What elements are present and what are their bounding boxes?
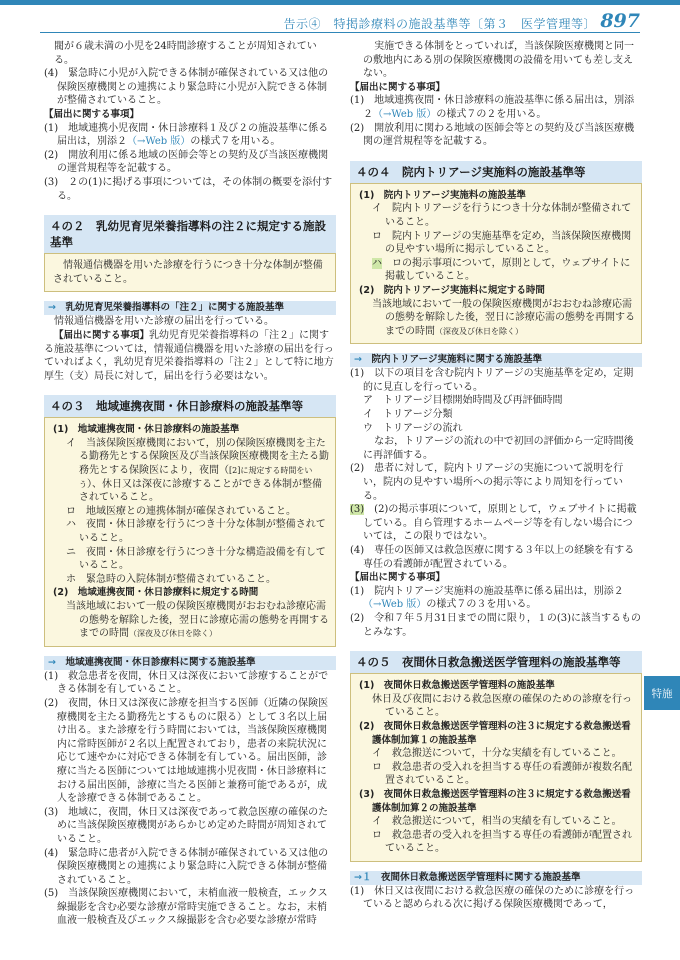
list-item: (2) 患者に対して，院内トリアージの実施について説明を行い，院内の見やすい場所への掲示等により周知を行っている。 xyxy=(350,463,624,502)
web-link[interactable]: （→Web 版） xyxy=(373,108,437,120)
list-item: (4) 緊急時に小児が入院できる体制が確保されている又は他の保険医療機関との連携により緊急時に小児が入院できる体制が整備されていること。 xyxy=(44,68,329,107)
list-item: (2) 開放利用に係る地域の医師会等との契約及び当該医療機関の運営規程等を記載する。 xyxy=(44,149,329,175)
subheading: 【届出に関する事項】 xyxy=(350,81,446,93)
right-column xyxy=(350,40,642,912)
standard-box xyxy=(350,673,642,862)
list-item: (1) 地域連携夜間・休日診療料の施設基準に係る届出は，別添２（→Web 版）の様式７の２を用いる。 xyxy=(350,95,635,120)
box-item-heading: (1) 地域連携夜間・休日診療料の施設基準 xyxy=(53,424,240,436)
box-subitem: ロ 院内トリアージの実施基準を定め，当該保険医療機関の見やすい場所に掲示していること。 xyxy=(372,230,632,256)
arrow-icon: → xyxy=(354,354,372,366)
arrow-icon: → xyxy=(48,656,66,668)
box-subitem: 当該地域において一般の保険医療機関がおおむね診療応需の態勢を解除した後，翌日に診療応需の態勢を再開するまでの時間（深夜及び休日を除く） xyxy=(372,298,635,337)
list-item: (4) 専任の医師又は救急医療に関する３年以上の経験を有する専任の看護師が配置されている。 xyxy=(350,545,635,570)
paragraph: 閥が６歳未満の小児を24時間診療することが周知されてい xyxy=(54,41,317,52)
list-item: (2) 令和７年５月31日までの間に限り，１の(3)に該当するものとみなす。 xyxy=(350,612,642,638)
box-item-heading: (1) 夜間休日救急搬送医学管理料の施設基準 xyxy=(359,680,555,692)
notice-heading: →１ 夜間休日救急搬送医学管理料に関する施設基準 xyxy=(350,871,642,885)
box-subitem: ロ 地域医療との連携体制が確保されていること。 xyxy=(66,505,296,517)
section-heading-4-2: ４の２ 乳幼児育児栄養指導料の注２に規定する施設基準 xyxy=(44,215,336,253)
box-subitem: ハ ロの掲示事項について，原則として，ウェブサイトに掲載していること。 xyxy=(372,257,631,283)
list-item: (3) ２の(1)に掲げる事項については，その体制の概要を添付する。 xyxy=(44,176,333,202)
running-title: 告示④ 特掲診療料の施設基準等〔第３ 医学管理等〕 xyxy=(283,17,596,31)
box-subitem: ホ 緊急時の入院体制が整備されていること。 xyxy=(66,573,276,585)
paragraph: 情報通信機器を用いた診療の届出を行っている。 xyxy=(54,316,274,328)
list-subitem: ウ トリアージの流れ xyxy=(363,422,463,434)
box-subitem: ハ 夜間・休日診療を行うにつき十分な体制が整備されていること。 xyxy=(66,519,326,545)
list-item: (5) 当該保険医療機関において，末梢血液一般検査，エックス線撮影を含む必要な診療が常時実施できること。なお，末梢血液一般検査及びエックス線撮影を含む必要な診療が常時 xyxy=(44,888,328,927)
section-heading-4-3: ４の３ 地域連携夜間・休日診療料の施設基準等 xyxy=(44,395,336,417)
paragraph: 【届出に関する事項】乳幼児育児栄養指導料の「注２」に関する施設基準については，情報通信機器を用いた診療の届出を行っていればよく，乳幼児育児栄養指導料の「注２」として特に地方厚生（支）局長に対して，届出を行う必要はない。 xyxy=(44,329,334,382)
notice-heading: → 地域連携夜間・休日診療料に関する施設基準 xyxy=(44,656,336,670)
list-item: (2) 開放利用に関わる地域の医師会等との契約及び当該医療機関の運営規程等を記載する。 xyxy=(350,122,635,148)
paragraph: 実施できる体制をとっていれば，当該保険医療機関と同一の敷地内にある別の保険医療機関の設備を用いても差し支えない。 xyxy=(363,41,634,80)
arrow-icon: → xyxy=(48,302,66,314)
list-item: なお，トリアージの流れの中で初回の評価から一定時間後に再評価する。 xyxy=(363,436,634,461)
notice-heading: → 院内トリアージ実施料に関する施設基準 xyxy=(350,353,642,367)
standard-box xyxy=(350,183,642,345)
box-subitem: イ 当該保険医療機関において，別の保険医療機関を主たる勤務先とする保険医及び当該保険医療機関を主たる勤務先とする保険医により，夜間（[2]に規定する時間をいう）、休日又は深夜に診療することができる体制が整備されていること。 xyxy=(66,437,329,504)
box-item-heading: (3) 夜間休日救急搬送医学管理料の注３に規定する救急搬送看護体制加算２の施設基準 xyxy=(359,788,631,814)
standard-box xyxy=(44,417,336,647)
notice-heading: → 乳幼児育児栄養指導料の「注２」に関する施設基準 xyxy=(44,301,336,315)
page-header xyxy=(0,0,680,34)
list-subitem: ア トリアージ目標開始時間及び再評価時間 xyxy=(363,395,563,407)
box-subitem: 休日及び夜間における救急医療の確保のための診療を行っていること。 xyxy=(372,693,632,719)
box-item-heading: (1) 院内トリアージ実施料の施設基準 xyxy=(359,189,526,201)
list-item: (3) (2)の掲示事項について，原則として，ウェブサイトに掲載している。自ら管理するホームページ等を有しない場合については，この限りではない。 xyxy=(350,504,637,543)
list-item: (1) 休日又は夜間における救急医療の確保のために診療を行っていると認められる次に掲げる保険医療機関であって， xyxy=(350,885,635,911)
subheading: 【届出に関する事項】 xyxy=(350,572,446,584)
page-number: 897 xyxy=(600,10,640,32)
box-subitem: ニ 夜間・休日診療を行うにつき十分な構造設備を有していること。 xyxy=(66,546,326,572)
side-index-tab[interactable]: 特施 xyxy=(644,676,680,710)
section-heading-4-4: ４の４ 院内トリアージ実施料の施設基準等 xyxy=(350,161,642,183)
web-link[interactable]: （→Web 版） xyxy=(127,136,191,148)
section-heading-4-5: ４の５ 夜間休日救急搬送医学管理料の施設基準等 xyxy=(350,651,642,673)
web-link[interactable]: （→Web 版） xyxy=(363,599,427,611)
box-subitem: イ 救急搬送について，相当の実績を有していること。 xyxy=(372,816,622,828)
paragraph: る。 xyxy=(54,54,74,66)
left-column xyxy=(44,40,336,928)
list-item: (1) 地域連携小児夜間・休日診療料１及び２の施設基準に係る届出は，別添２（→Web 版）の様式７を用いる。 xyxy=(44,122,329,148)
box-item-heading: (2) 地域連携夜間・休日診療料に規定する時間 xyxy=(53,587,259,599)
revision-mark: (3) xyxy=(350,504,365,516)
list-item: (4) 緊急時に患者が入院できる体制が確保されている又は他の保険医療機関との連携により緊急時に入院できる体制が整備されていること。 xyxy=(44,847,329,886)
box-item-heading: (2) 院内トリアージ実施料に規定する時間 xyxy=(359,284,545,296)
box-subitem: ロ 救急患者の受入れを担当する専任の看護師が配置されていること。 xyxy=(372,829,632,855)
standard-box xyxy=(44,253,336,292)
box-subitem: イ 院内トリアージを行うにつき十分な体制が整備されていること。 xyxy=(372,203,632,228)
box-subitem: 当該地域において一般の保険医療機関がおおむね診療応需の態勢を解除した後，翌日に診療応需の態勢を再開するまでの時間（深夜及び休日を除く） xyxy=(66,601,329,640)
list-item: (1) 院内トリアージ実施料の施設基準に係る届出は，別添２（→Web 版）の様式７の３を用いる。 xyxy=(350,585,624,611)
list-subitem: イ トリアージ分類 xyxy=(363,409,453,421)
arrow-icon: →１ xyxy=(354,871,372,883)
subheading: 【届出に関する事項】 xyxy=(44,108,140,120)
list-item: (2) 夜間，休日又は深夜に診療を担当する医師（近隣の保険医療機関を主たる勤務先とするものに限る）として３名以上届け出る。また診療を行う時間においては，当該保険医療機関内に常時医師が２名以上配置されており，患者の来院状況に応じて速やかに対応できる体制を有している。届出医師，診療に当たる医師については地域連携小児夜間・休日診療料における届出医師，診療に当たる医師と兼務可能であるが，成人を診療できる体制であること。 xyxy=(44,697,329,805)
header-rule xyxy=(40,32,640,33)
box-item-heading: (2) 夜間休日救急搬送医学管理料の注３に規定する救急搬送看護体制加算１の施設基準 xyxy=(359,720,631,746)
list-item: (3) 地域に，夜間，休日又は深夜であって救急医療の確保のために当該保険医療機関があらかじめ定めた時間が周知されていること。 xyxy=(44,806,329,845)
header-band xyxy=(0,0,680,5)
list-item: (1) 以下の項目を含む院内トリアージの実施基準を定め，定期的に見直しを行っている。 xyxy=(350,368,634,393)
box-subitem: イ 救急搬送について，十分な実績を有していること。 xyxy=(372,748,622,760)
revision-mark: ハ xyxy=(372,257,382,269)
list-item: (1) 救急患者を夜間，休日又は深夜において診療することができる体制を有していること。 xyxy=(44,670,329,696)
paragraph: 情報通信機器を用いた診療を行うにつき十分な体制が整備されていること。 xyxy=(53,260,323,285)
box-subitem: ロ 救急患者の受入れを担当する専任の看護師が複数名配置されていること。 xyxy=(372,761,632,787)
